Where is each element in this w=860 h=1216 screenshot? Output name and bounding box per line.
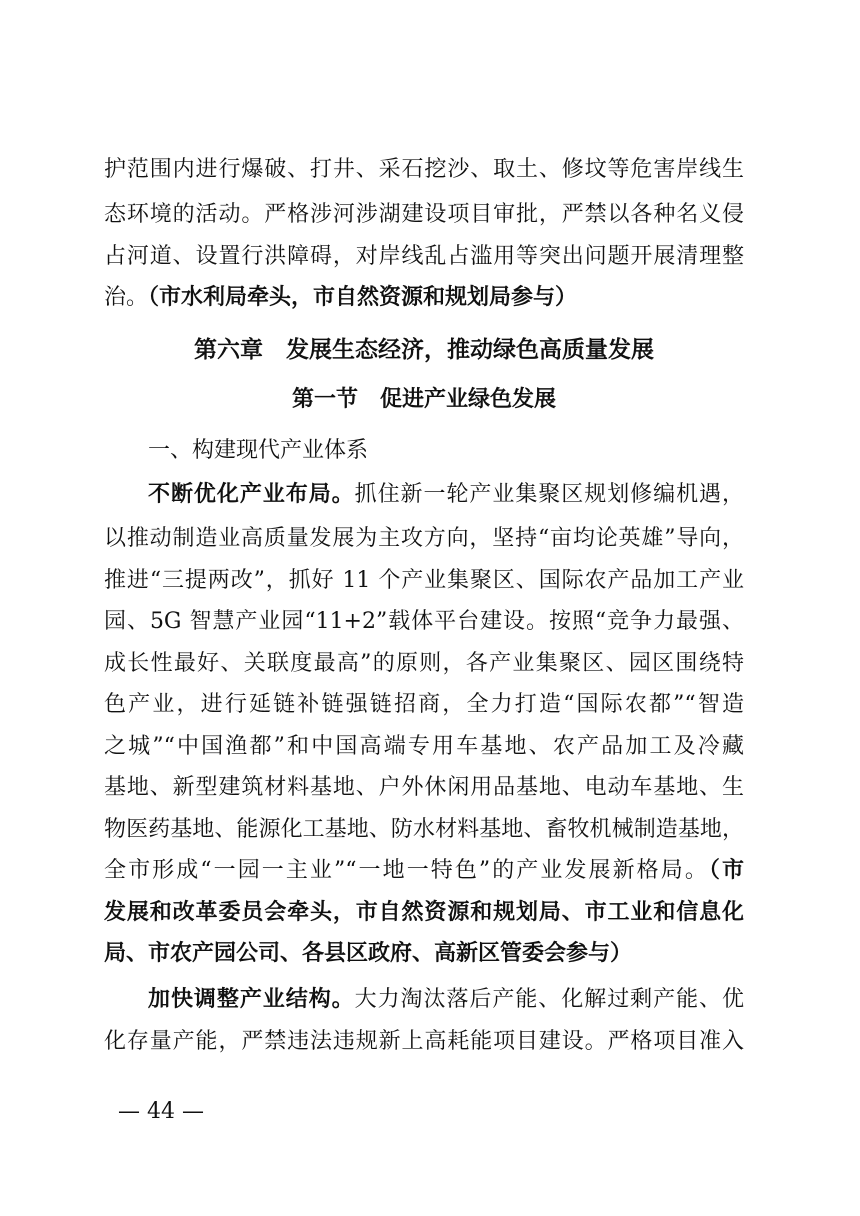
paragraph-text: 大力淘汰落后产能、化解过剩产能、优 xyxy=(354,987,744,1012)
paragraph-line: 化存量产能，严禁违法违规新上高耗能项目建设。严格项目准入 xyxy=(104,1029,744,1054)
page-number: — 44 — xyxy=(118,1099,204,1124)
paragraph-line: 基地、新型建筑材料基地、户外休闲用品基地、电动车基地、生 xyxy=(104,775,744,800)
responsible-departments: 发展和改革委员会牵头，市自然资源和规划局、市工业和信息化 xyxy=(104,900,744,925)
paragraph-lead: 加快调整产业结构。 xyxy=(148,987,355,1012)
paragraph-lead: 不断优化产业布局。 xyxy=(148,482,355,507)
paragraph-line xyxy=(104,284,744,312)
paragraph-line xyxy=(104,857,744,885)
paragraph-line xyxy=(148,986,744,1014)
paragraph-line: 物医药基地、能源化工基地、防水材料基地、畜牧机械制造基地， xyxy=(104,817,744,842)
paragraph-line: 推进“三提两改”，抓好 11 个产业集聚区、国际农产品加工产业 xyxy=(104,568,744,593)
paragraph-text: 抓住新一轮产业集聚区规划修编机遇， xyxy=(354,482,744,507)
paragraph-line: 态环境的活动。严格涉河涉湖建设项目审批，严禁以各种名义侵 xyxy=(104,202,744,227)
paragraph-line: 之城”“中国渔都”和中国高端专用车基地、农产品加工及冷藏 xyxy=(104,734,744,759)
responsible-departments: （市水利局牵头，市自然资源和规划局参与） xyxy=(148,285,578,310)
paragraph-text: 治。 xyxy=(104,285,149,310)
paragraph-line: 护范围内进行爆破、打井、采石挖沙、取土、修坟等危害岸线生 xyxy=(104,157,744,182)
subsection-heading: 一、构建现代产业体系 xyxy=(148,438,369,463)
paragraph-line: 以推动制造业高质量发展为主攻方向，坚持“亩均论英雄”导向， xyxy=(104,526,744,551)
responsible-departments: （市 xyxy=(708,858,744,883)
responsible-departments: 局、市农产园公司、各县区政府、高新区管委会参与） xyxy=(104,941,633,966)
paragraph-line: 成长性最好、关联度最高”的原则，各产业集聚区、园区围绕特 xyxy=(104,651,744,676)
paragraph-line: 占河道、设置行洪障碍，对岸线乱占滥用等突出问题开展清理整 xyxy=(104,244,744,269)
paragraph-line: 色产业，进行延链补链强链招商，全力打造“国际农都”“智造 xyxy=(104,692,744,717)
paragraph-text: 全市形成“一园一主业”“一地一特色”的产业发展新格局。 xyxy=(104,858,709,883)
paragraph-line: 园、5G 智慧产业园“11+2”载体平台建设。按照“竞争力最强、 xyxy=(104,609,744,634)
chapter-title: 第六章 发展生态经济，推动绿色高质量发展 xyxy=(194,337,654,363)
section-title: 第一节 促进产业绿色发展 xyxy=(291,386,556,412)
paragraph-line xyxy=(148,481,744,509)
